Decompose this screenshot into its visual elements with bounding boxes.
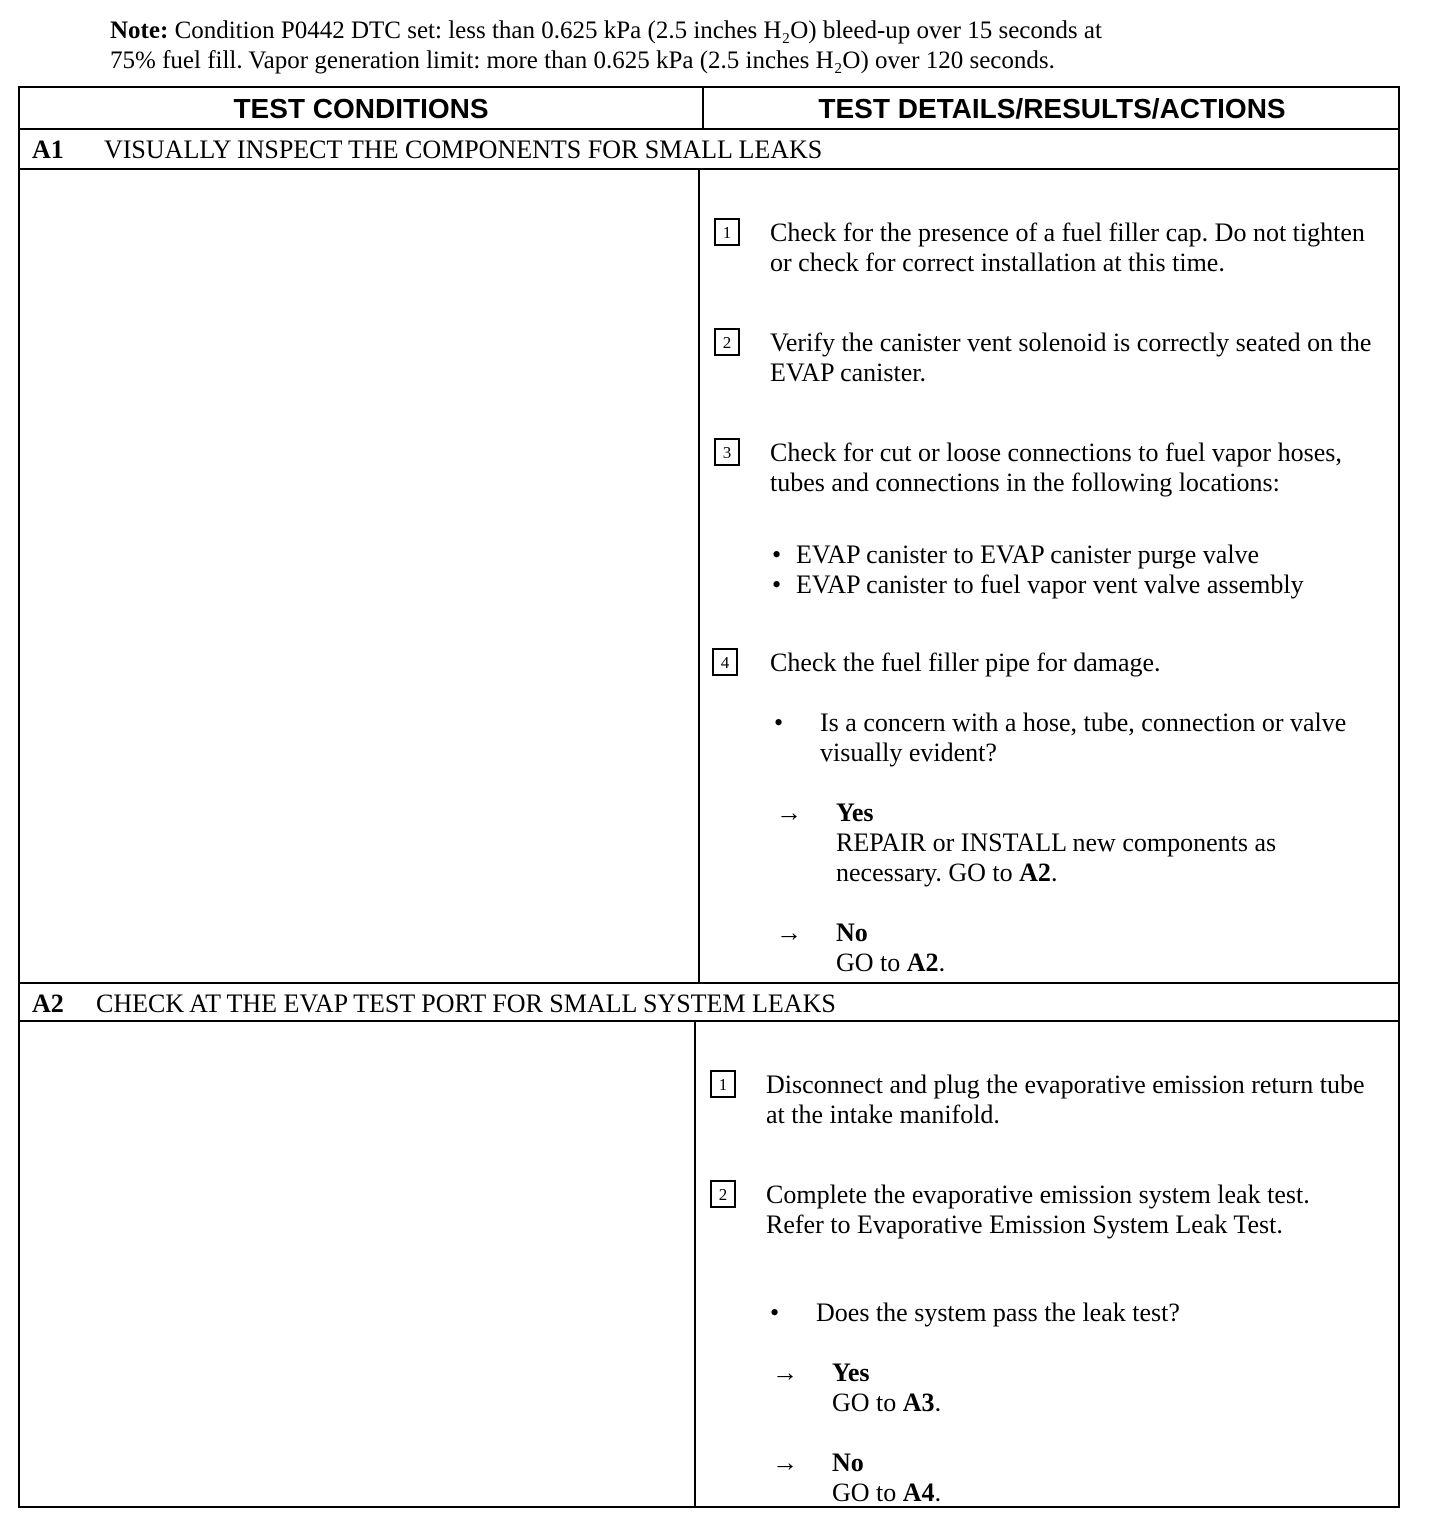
answer-label: Yes: [832, 1358, 870, 1387]
location-list: [770, 540, 1390, 600]
section-id: A1: [32, 135, 64, 164]
answer-action: [836, 948, 1376, 978]
table-header: [20, 88, 1398, 130]
question-text: Does the system pass the leak test?: [816, 1298, 1180, 1327]
answer-label: No: [836, 918, 868, 947]
step-number-box: 1: [714, 218, 740, 246]
arrow-icon: →: [772, 1448, 798, 1477]
header-test-details: TEST DETAILS/RESULTS/ACTIONS: [818, 93, 1286, 124]
goto-target: A4: [902, 1478, 935, 1507]
note-text-1: Condition P0442 DTC set: less than 0.625 kPa (2.5 inches H₂O) bleed-up over 15 seconds at: [168, 17, 1102, 44]
action-text: GO to: [832, 1388, 903, 1417]
bullet-dot: •: [770, 1298, 780, 1327]
step-text: Check for the presence of a fuel filler cap. Do not tighten or check for correct installation at this time.: [770, 218, 1365, 277]
answer-action: [832, 1388, 1372, 1418]
step-number-box: 2: [714, 328, 740, 356]
step-text: Complete the evaporative emission system leak test. Refer to Evaporative Emission System Leak Test.: [766, 1180, 1310, 1239]
answer-label: No: [832, 1448, 864, 1477]
answer-action: [832, 1478, 1372, 1508]
section-title: VISUALLY INSPECT THE COMPONENTS FOR SMALL LEAKS: [104, 135, 823, 164]
section-a2-header: [20, 982, 1398, 1022]
step-text: Check for cut or loose connections to fuel vapor hoses, tubes and connections in the following locations:: [770, 438, 1342, 497]
action-suffix: .: [934, 1478, 942, 1507]
step-text: Check the fuel filler pipe for damage.: [770, 648, 1161, 677]
header-test-conditions: TEST CONDITIONS: [20, 88, 704, 128]
step-number-box: 1: [710, 1070, 736, 1098]
action-suffix: .: [1050, 858, 1058, 887]
goto-target: A2: [1019, 858, 1051, 887]
question-text: Is a concern with a hose, tube, connection or valve visually evident?: [820, 708, 1347, 767]
column-divider: [694, 1022, 696, 1508]
step-number-box: 3: [714, 438, 740, 466]
step-text: Disconnect and plug the evaporative emission return tube at the intake manifold.: [766, 1070, 1365, 1129]
list-item: • EVAP canister to EVAP canister purge valve: [770, 540, 1390, 570]
bullet-dot: •: [774, 708, 784, 737]
section-id: A2: [32, 989, 64, 1018]
action-suffix: .: [938, 948, 946, 977]
note: [110, 16, 1410, 76]
answer-action: [836, 828, 1376, 888]
action-suffix: .: [934, 1388, 942, 1417]
diagnostic-table: [18, 86, 1400, 1508]
action-text: REPAIR or INSTALL new components as necessary. GO to: [836, 828, 1277, 887]
arrow-icon: →: [776, 918, 802, 947]
action-text: GO to: [832, 1478, 903, 1507]
step-text: Verify the canister vent solenoid is correctly seated on the EVAP canister.: [770, 328, 1372, 387]
arrow-icon: →: [776, 798, 802, 827]
step-number-box: 4: [712, 648, 738, 676]
list-item: • EVAP canister to fuel vapor vent valve assembly: [770, 570, 1390, 600]
goto-target: A2: [906, 948, 939, 977]
answer-label: Yes: [836, 798, 874, 827]
section-a1-header: [20, 130, 1398, 170]
section-title: CHECK AT THE EVAP TEST PORT FOR SMALL SYSTEM LEAKS: [96, 989, 836, 1018]
step-number-box: 2: [710, 1180, 736, 1208]
note-line-1: [110, 16, 1410, 46]
note-line-2: 75% fuel fill. Vapor generation limit: more than 0.625 kPa (2.5 inches H₂O) over 120 seconds.: [110, 47, 1055, 74]
note-label: Note:: [110, 17, 169, 44]
column-divider: [698, 170, 700, 982]
action-text: GO to: [836, 948, 907, 977]
goto-target: A3: [902, 1388, 935, 1417]
arrow-icon: →: [772, 1358, 798, 1387]
